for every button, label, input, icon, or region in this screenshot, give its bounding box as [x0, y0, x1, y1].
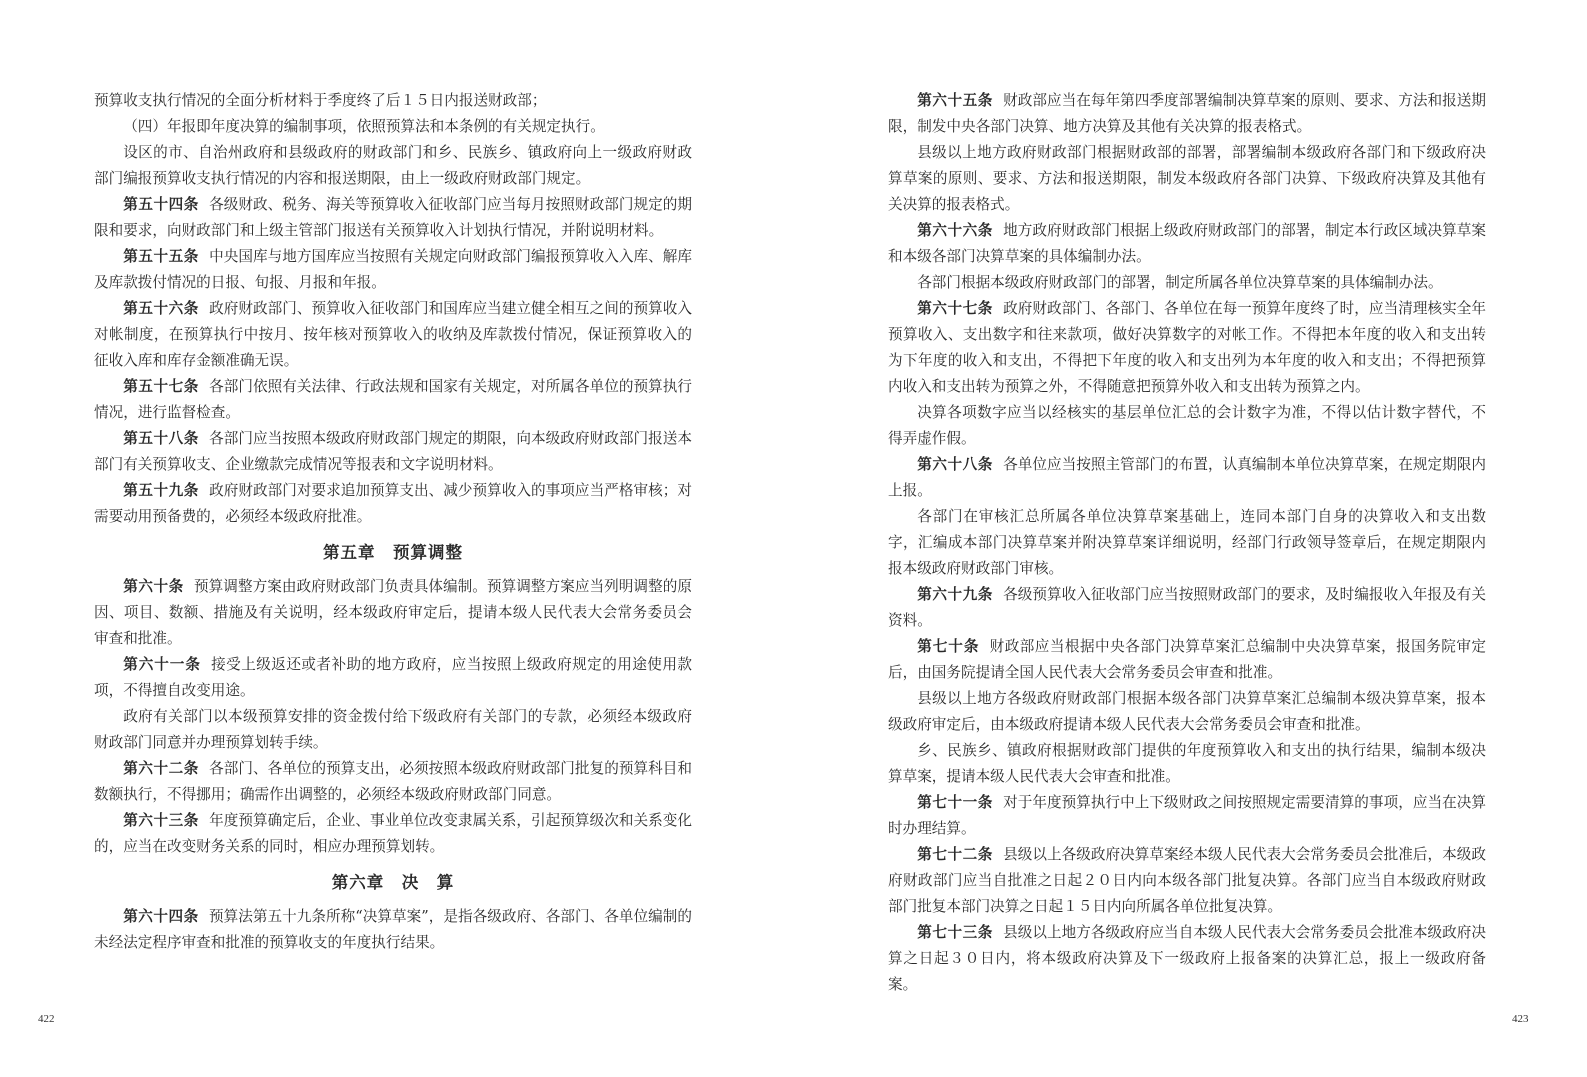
paragraph	[94, 756, 692, 808]
article-number: 第六十一条	[123, 656, 201, 673]
paragraph-text: 各级预算收入征收部门应当按照财政部门的要求，及时编报收入年报及有关资料。	[888, 586, 1486, 629]
article-number: 第五十四条	[123, 196, 199, 213]
paragraph	[888, 686, 1486, 738]
paragraph-text: 预算收支执行情况的全面分析材料于季度终了后１５日内报送财政部；	[94, 92, 547, 109]
left-page	[94, 88, 692, 956]
chapter-6-heading: 第六章 决 算	[331, 873, 455, 892]
article-number: 第七十条	[917, 638, 980, 655]
paragraph	[888, 582, 1486, 634]
article-number: 第六十九条	[917, 586, 993, 603]
paragraph	[94, 426, 692, 478]
paragraph-text: 各部门在审核汇总所属各单位决算草案基础上，连同本部门自身的决算收入和支出数字，汇编成本部门决算草案并附决算草案详细说明，经部门行政领导签章后，在规定期限内报本级政府财政部门审核。	[888, 508, 1486, 577]
paragraph	[888, 790, 1486, 842]
paragraph-text: 年度预算确定后，企业、事业单位改变隶属关系，引起预算级次和关系变化的，应当在改变财务关系的同时，相应办理预算划转。	[94, 812, 692, 855]
paragraph-text: 政府有关部门以本级预算安排的资金拨付给下级政府有关部门的专款，必须经本级政府财政部门同意并办理预算划转手续。	[94, 708, 692, 751]
paragraph	[888, 504, 1486, 582]
article-number: 第六十三条	[123, 812, 199, 829]
paragraph-text: 县级以上地方各级政府应当自本级人民代表大会常务委员会批准本级政府决算之日起３０日内，将本级政府决算及下一级政府上报备案的决算汇总，报上一级政府备案。	[888, 924, 1486, 993]
chapter-5-heading: 第五章 预算调整	[323, 543, 463, 562]
paragraph	[94, 192, 692, 244]
article-number: 第六十五条	[917, 92, 993, 109]
article-number: 第六十八条	[917, 456, 993, 473]
paragraph	[888, 400, 1486, 452]
paragraph-text: 各部门依照有关法律、行政法规和国家有关规定，对所属各单位的预算执行情况，进行监督检查。	[94, 378, 692, 421]
paragraph-text: 决算各项数字应当以经核实的基层单位汇总的会计数字为准，不得以估计数字替代，不得弄虚作假。	[888, 404, 1486, 447]
paragraph	[94, 574, 692, 652]
article-number: 第六十条	[123, 578, 184, 595]
paragraph-text: 乡、民族乡、镇政府根据财政部门提供的年度预算收入和支出的执行结果，编制本级决算草案，提请本级人民代表大会审查和批准。	[888, 742, 1486, 785]
paragraph-text: 各部门应当按照本级政府财政部门规定的期限，向本级政府财政部门报送本部门有关预算收支、企业缴款完成情况等报表和文字说明材料。	[94, 430, 692, 473]
paragraph-text: 预算法第五十九条所称“决算草案”，是指各级政府、各部门、各单位编制的未经法定程序审查和批准的预算收支的年度执行结果。	[94, 908, 692, 951]
paragraph-text: 接受上级返还或者补助的地方政府，应当按照上级政府规定的用途使用款项，不得擅自改变用途。	[94, 656, 692, 699]
paragraph-text: 各单位应当按照主管部门的布置，认真编制本单位决算草案，在规定期限内上报。	[888, 456, 1486, 499]
paragraph	[94, 140, 692, 192]
paragraph	[94, 88, 692, 114]
paragraph	[94, 244, 692, 296]
article-number: 第六十七条	[917, 300, 993, 317]
right-page	[888, 88, 1486, 998]
article-number: 第五十六条	[123, 300, 199, 317]
paragraph-text: 县级以上地方各级政府财政部门根据本级各部门决算草案汇总编制本级决算草案，报本级政府审定后，由本级政府提请本级人民代表大会常务委员会审查和批准。	[888, 690, 1486, 733]
paragraph-text: 政府财政部门对要求追加预算支出、减少预算收入的事项应当严格审核；对需要动用预备费的，必须经本级政府批准。	[94, 482, 692, 525]
paragraph-text: 中央国库与地方国库应当按照有关规定向财政部门编报预算收入入库、解库及库款拨付情况的日报、旬报、月报和年报。	[94, 248, 692, 291]
paragraph-text: 各级财政、税务、海关等预算收入征收部门应当每月按照财政部门规定的期限和要求，向财政部门和上级主管部门报送有关预算收入计划执行情况，并附说明材料。	[94, 196, 692, 239]
paragraph	[888, 920, 1486, 998]
paragraph-text: 对于年度预算执行中上下级财政之间按照规定需要清算的事项，应当在决算时办理结算。	[888, 794, 1486, 837]
left-articles-block-1	[94, 88, 692, 530]
paragraph	[94, 374, 692, 426]
page-number-left: 422	[38, 1013, 55, 1025]
paragraph	[94, 114, 692, 140]
paragraph	[888, 88, 1486, 140]
paragraph-text: 各部门、各单位的预算支出，必须按照本级政府财政部门批复的预算科目和数额执行，不得挪用；确需作出调整的，必须经本级政府财政部门同意。	[94, 760, 692, 803]
paragraph	[888, 452, 1486, 504]
paragraph	[94, 808, 692, 860]
paragraph	[888, 634, 1486, 686]
paragraph	[94, 652, 692, 704]
paragraph-text: 县级以上地方政府财政部门根据财政部的部署，部署编制本级政府各部门和下级政府决算草案的原则、要求、方法和报送期限，制发本级政府各部门决算、下级政府决算及其他有关决算的报表格式。	[888, 144, 1486, 213]
paragraph	[94, 704, 692, 756]
article-number: 第六十四条	[123, 908, 199, 925]
article-number: 第六十六条	[917, 222, 993, 239]
article-number: 第五十九条	[123, 482, 199, 499]
article-number: 第五十七条	[123, 378, 199, 395]
paragraph-text: 县级以上各级政府决算草案经本级人民代表大会常务委员会批准后，本级政府财政部门应当自批准之日起２０日内向本级各部门批复决算。各部门应当自本级政府财政部门批复本部门决算之日起１５日内向所属各单位批复决算。	[888, 846, 1486, 915]
paragraph	[888, 270, 1486, 296]
paragraph-text: 地方政府财政部门根据上级政府财政部门的部署，制定本行政区域决算草案和本级各部门决算草案的具体编制办法。	[888, 222, 1486, 265]
left-articles-block-3	[94, 904, 692, 956]
paragraph-text: 政府财政部门、预算收入征收部门和国库应当建立健全相互之间的预算收入对帐制度，在预算执行中按月、按年核对预算收入的收纳及库款拨付情况，保证预算收入的征收入库和库存金额准确无误。	[94, 300, 692, 369]
paragraph-text: 财政部应当根据中央各部门决算草案汇总编制中央决算草案，报国务院审定后，由国务院提请全国人民代表大会常务委员会审查和批准。	[888, 638, 1486, 681]
paragraph	[888, 140, 1486, 218]
paragraph-text: 预算调整方案由政府财政部门负责具体编制。预算调整方案应当列明调整的原因、项目、数额、措施及有关说明，经本级政府审定后，提请本级人民代表大会常务委员会审查和批准。	[94, 578, 692, 647]
paragraph-text: 设区的市、自治州政府和县级政府的财政部门和乡、民族乡、镇政府向上一级政府财政部门编报预算收支执行情况的内容和报送期限，由上一级政府财政部门规定。	[94, 144, 692, 187]
right-articles-block	[888, 88, 1486, 998]
paragraph	[888, 296, 1486, 400]
article-number: 第五十五条	[123, 248, 199, 265]
page-number-right: 423	[1512, 1013, 1529, 1025]
paragraph	[888, 738, 1486, 790]
paragraph	[94, 296, 692, 374]
paragraph	[888, 218, 1486, 270]
article-number: 第五十八条	[123, 430, 199, 447]
paragraph	[94, 904, 692, 956]
paragraph-text: 政府财政部门、各部门、各单位在每一预算年度终了时，应当清理核实全年预算收入、支出数字和往来款项，做好决算数字的对帐工作。不得把本年度的收入和支出转为下年度的收入和支出，不得把下年度的收入和支出列为本年度的收入和支出；不得把预算内收入和支出转为预算之外，不得随意把预算外收入和支出转为预算之内。	[888, 300, 1486, 395]
paragraph	[888, 842, 1486, 920]
paragraph-text: 财政部应当在每年第四季度部署编制决算草案的原则、要求、方法和报送期限，制发中央各部门决算、地方决算及其他有关决算的报表格式。	[888, 92, 1486, 135]
article-number: 第六十二条	[123, 760, 199, 777]
article-number: 第七十三条	[917, 924, 993, 941]
article-number: 第七十一条	[917, 794, 993, 811]
left-articles-block-2	[94, 574, 692, 860]
paragraph-text: （四）年报即年度决算的编制事项，依照预算法和本条例的有关规定执行。	[123, 118, 605, 135]
paragraph	[94, 478, 692, 530]
paragraph-text: 各部门根据本级政府财政部门的部署，制定所属各单位决算草案的具体编制办法。	[917, 274, 1443, 291]
article-number: 第七十二条	[917, 846, 993, 863]
